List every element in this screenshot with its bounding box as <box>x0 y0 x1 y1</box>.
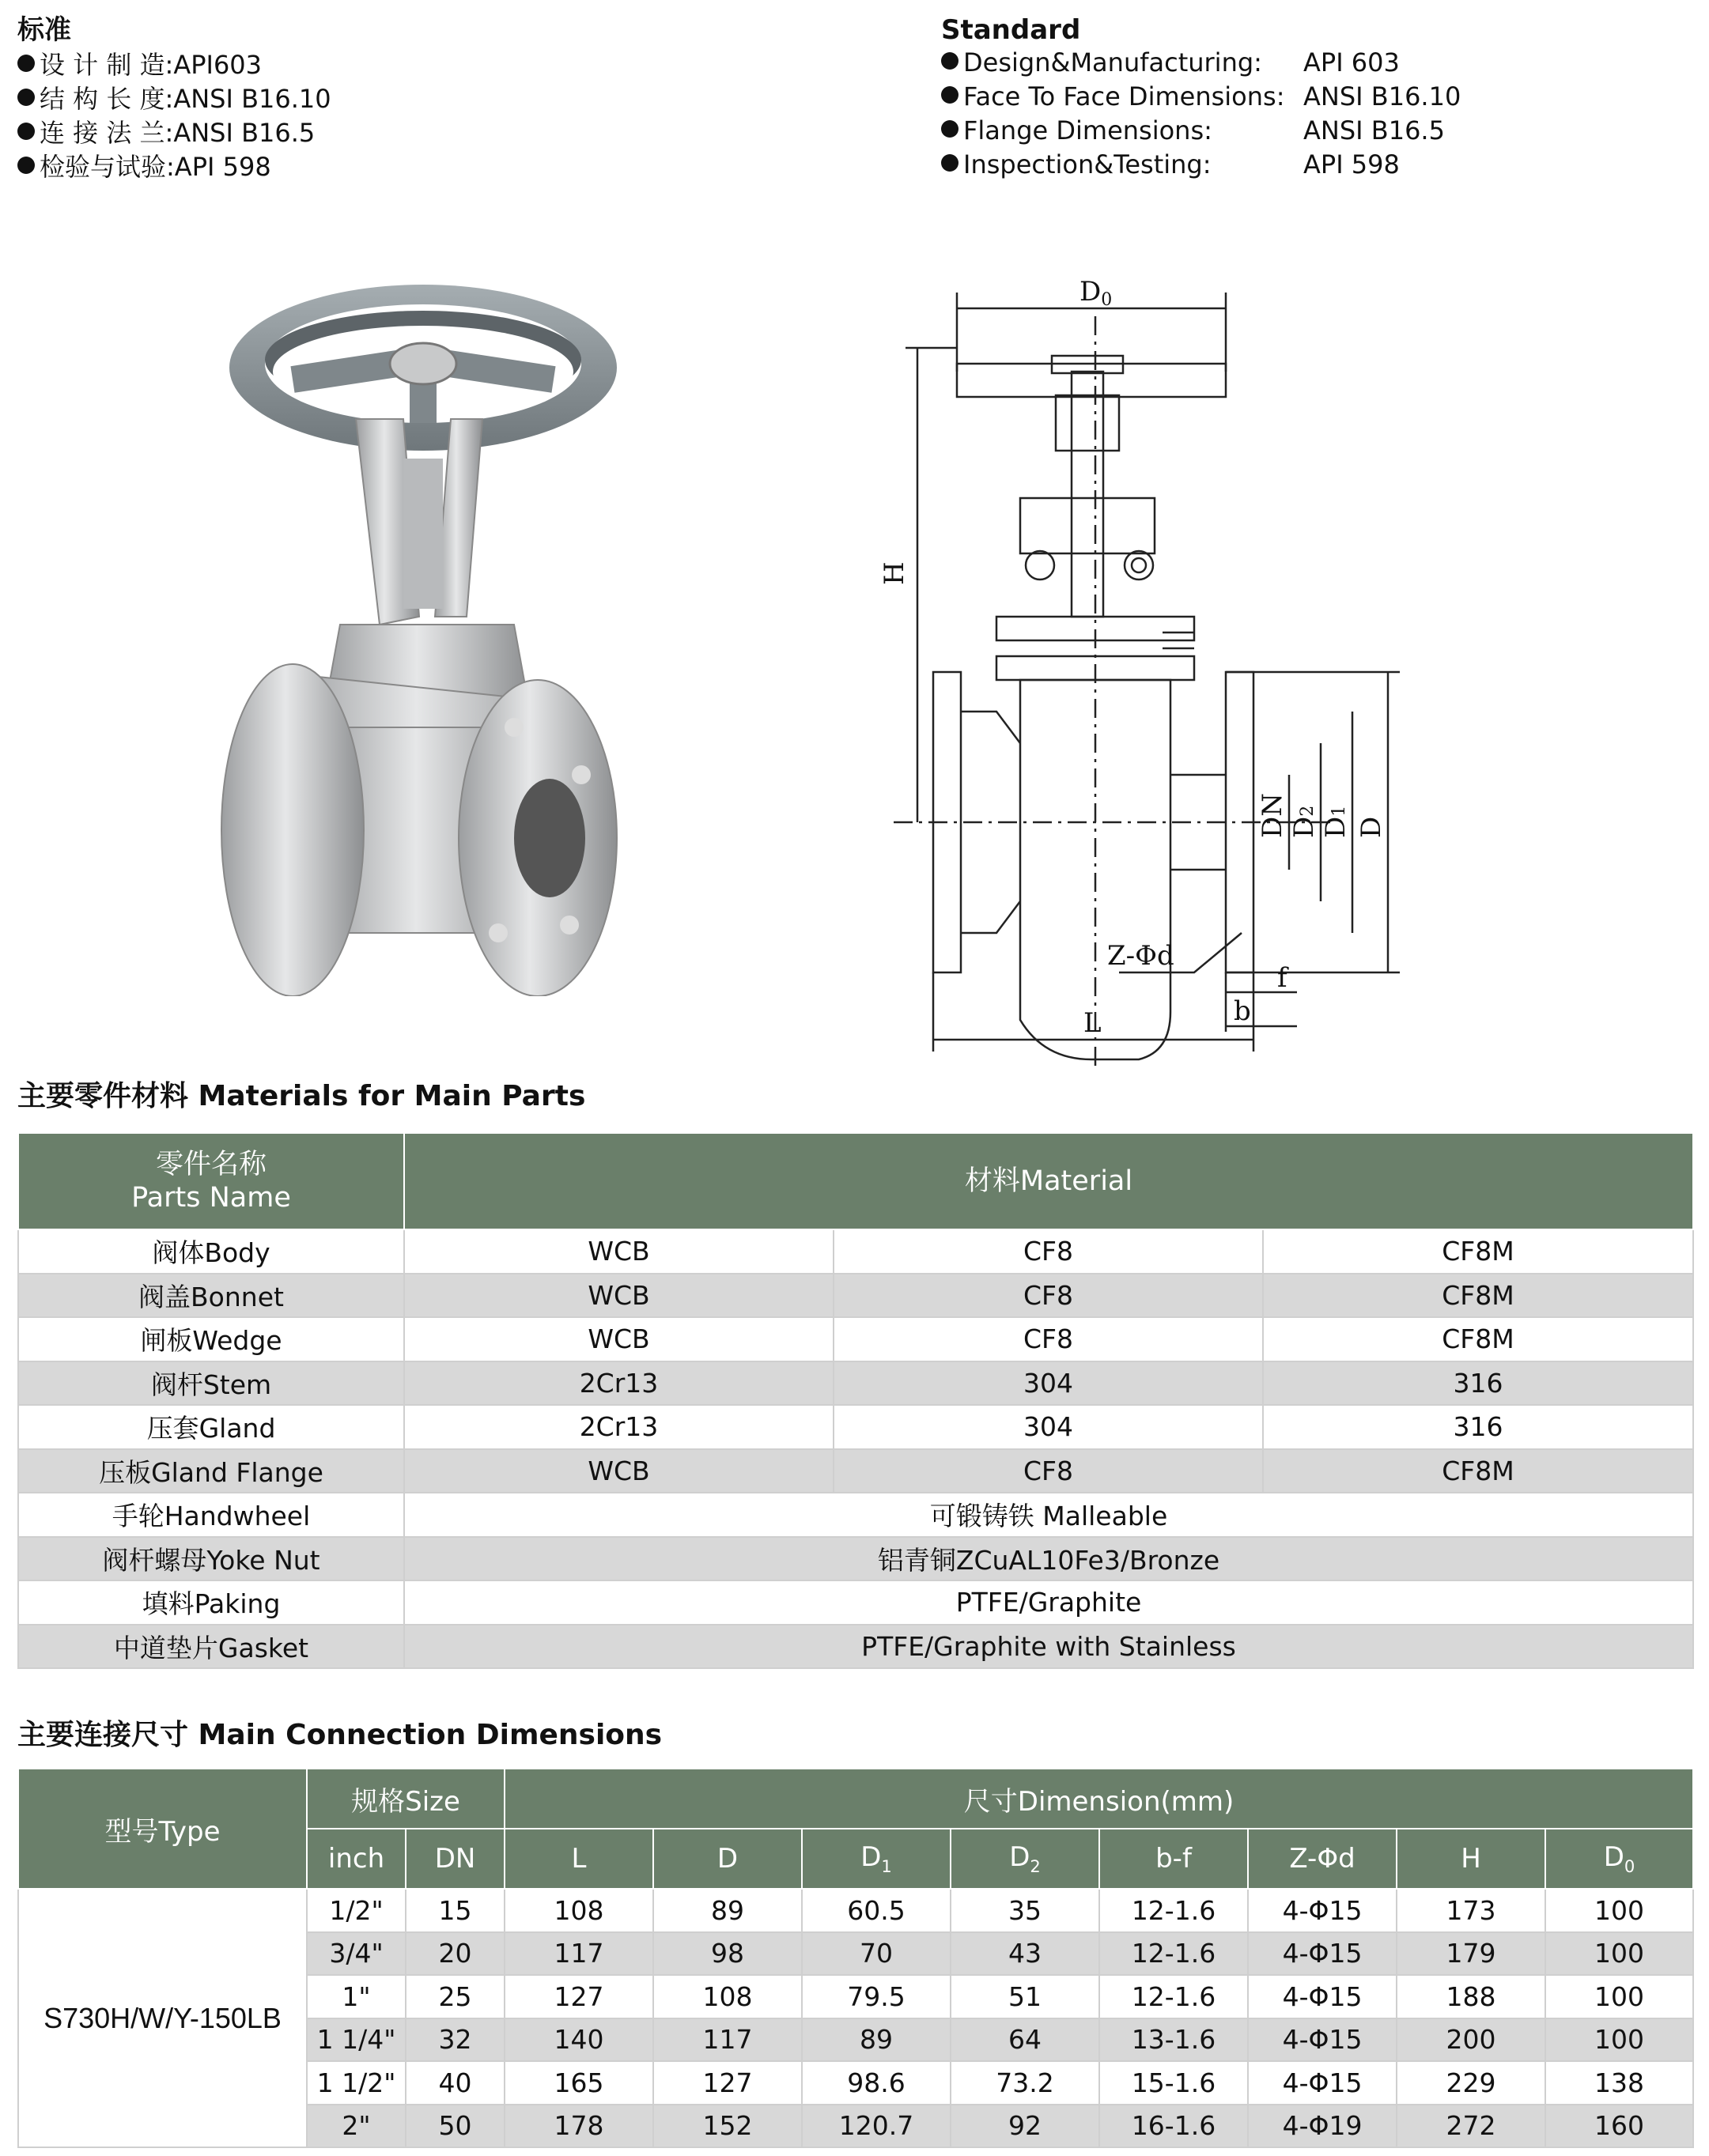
text-label: 连 接 法 兰: <box>40 118 174 148</box>
label-l: L <box>1083 1007 1102 1039</box>
table-row <box>18 1625 1693 1669</box>
table-cell: CF8M <box>1263 1274 1693 1318</box>
table-cell: 98.6 <box>802 2061 951 2105</box>
table-cell: PTFE/Graphite <box>404 1580 1693 1625</box>
table-cell: 阀盖Bonnet <box>18 1274 404 1318</box>
dimensions-title: 主要连接尺寸 Main Connection Dimensions <box>17 1719 663 1751</box>
table-cell: 98 <box>653 1932 802 1976</box>
table-cell: 100 <box>1545 1889 1693 1932</box>
table-cell: 2Cr13 <box>404 1361 834 1406</box>
text-label: 2 <box>1298 805 1318 817</box>
table-cell: 4-Φ15 <box>1248 1889 1397 1932</box>
table-cell: 304 <box>834 1405 1263 1449</box>
table-cell: 229 <box>1397 2061 1545 2105</box>
table-cell: 117 <box>505 1932 653 1976</box>
table-cell: 120.7 <box>802 2105 951 2148</box>
table-cell: 108 <box>505 1889 653 1932</box>
table-cell: 12-1.6 <box>1099 1889 1248 1932</box>
label-d: D <box>1355 816 1387 838</box>
header-type: 型号Type <box>18 1769 307 1889</box>
table-cell: 89 <box>653 1889 802 1932</box>
table-cell: 64 <box>951 2018 1099 2062</box>
table-cell: WCB <box>404 1317 834 1361</box>
standard-cn-item <box>17 48 331 82</box>
text-label: D <box>1288 816 1320 838</box>
label-d1 <box>1320 806 1352 838</box>
table-row <box>18 1537 1693 1581</box>
standard-cn-item <box>17 150 331 184</box>
text-label: 0 <box>1624 1856 1635 1876</box>
bullet-icon <box>17 89 35 106</box>
table-cell: 51 <box>951 1975 1099 2018</box>
table-cell: 12-1.6 <box>1099 1975 1248 2018</box>
materials-header-row <box>18 1133 1693 1229</box>
table-cell: 152 <box>653 2105 802 2148</box>
materials-table <box>17 1132 1694 1669</box>
table-cell: WCB <box>404 1229 834 1274</box>
text-label: Face To Face Dimensions: <box>963 81 1285 111</box>
table-cell: 73.2 <box>951 2061 1099 2105</box>
table-cell: 304 <box>834 1361 1263 1406</box>
text-label: 零件名称 <box>155 1149 267 1180</box>
table-cell: 43 <box>951 1932 1099 1976</box>
table-cell: 140 <box>505 2018 653 2062</box>
standard-en-item <box>941 114 1461 148</box>
text-label: 2 <box>1030 1856 1041 1876</box>
table-cell: 316 <box>1263 1361 1693 1406</box>
table-cell: 1/2" <box>307 1889 406 1932</box>
table-cell: 4-Φ15 <box>1248 2061 1397 2105</box>
table-cell: 100 <box>1545 1932 1693 1976</box>
header-inch: inch <box>307 1829 406 1889</box>
table-cell: 100 <box>1545 1975 1693 2018</box>
header-h: H <box>1397 1829 1545 1889</box>
table-cell: 316 <box>1263 1405 1693 1449</box>
header-zphid: Z-Φd <box>1248 1829 1397 1889</box>
table-cell: 127 <box>505 1975 653 2018</box>
table-cell: 79.5 <box>802 1975 951 2018</box>
standards-en <box>941 14 1461 182</box>
header-d0 <box>1545 1829 1693 1889</box>
standard-en-item <box>941 148 1461 182</box>
table-cell: 60.5 <box>802 1889 951 1932</box>
header-dn: DN <box>406 1829 505 1889</box>
table-cell: CF8 <box>834 1449 1263 1493</box>
text-label: 设 计 制 造: <box>40 50 174 80</box>
table-cell: 填料Paking <box>18 1580 404 1625</box>
bullet-icon <box>941 86 958 104</box>
label-d2 <box>1288 806 1320 838</box>
table-cell: 阀体Body <box>18 1229 404 1274</box>
text-label: 检验与试验: <box>40 152 175 182</box>
text-label: D <box>1009 1841 1030 1874</box>
table-cell: WCB <box>404 1449 834 1493</box>
table-cell: 4-Φ19 <box>1248 2105 1397 2148</box>
table-cell: 179 <box>1397 1932 1545 1976</box>
table-cell: CF8M <box>1263 1229 1693 1274</box>
table-cell: 92 <box>951 2105 1099 2148</box>
bullet-icon <box>941 52 958 70</box>
header-size: 规格Size <box>307 1769 505 1829</box>
text-label: Design&Manufacturing: <box>963 47 1262 77</box>
table-cell: 20 <box>406 1932 505 1976</box>
table-cell: 40 <box>406 2061 505 2105</box>
table-cell: 1 1/2" <box>307 2061 406 2105</box>
materials-title: 主要零件材料 Materials for Main Parts <box>17 1080 586 1112</box>
table-cell: 1" <box>307 1975 406 2018</box>
table-cell: 200 <box>1397 2018 1545 2062</box>
text-label: 0 <box>1101 290 1113 310</box>
header-d2 <box>951 1829 1099 1889</box>
table-cell: 铝青铜ZCuAL10Fe3/Bronze <box>404 1537 1693 1581</box>
standard-en-item <box>941 80 1461 114</box>
table-cell: CF8M <box>1263 1449 1693 1493</box>
table-cell: 165 <box>505 2061 653 2105</box>
table-cell: 2Cr13 <box>404 1405 834 1449</box>
table-cell: PTFE/Graphite with Stainless <box>404 1625 1693 1669</box>
table-cell: 32 <box>406 2018 505 2062</box>
standard-cn-item <box>17 116 331 150</box>
gate-valve-photo <box>198 285 625 996</box>
label-h: H <box>879 561 910 585</box>
label-f: f <box>1277 962 1287 994</box>
table-cell: CF8 <box>834 1274 1263 1318</box>
text-label: API 598 <box>174 152 271 182</box>
text-label: API 598 <box>1303 149 1400 179</box>
header-bf: b-f <box>1099 1829 1248 1889</box>
header-parts-name <box>18 1133 404 1229</box>
valve-technical-drawing <box>862 269 1431 1067</box>
dimensions-header-row <box>18 1769 1693 1829</box>
table-cell: 手轮Handwheel <box>18 1493 404 1537</box>
table-row <box>18 1229 1693 1274</box>
text-label: API603 <box>173 50 263 80</box>
table-cell: 108 <box>653 1975 802 2018</box>
table-cell: 1 1/4" <box>307 2018 406 2062</box>
table-cell: 12-1.6 <box>1099 1932 1248 1976</box>
table-cell: 16-1.6 <box>1099 2105 1248 2148</box>
table-cell: 188 <box>1397 1975 1545 2018</box>
header-d1 <box>802 1829 951 1889</box>
table-cell: 178 <box>505 2105 653 2148</box>
table-row <box>18 1449 1693 1493</box>
table-cell: 3/4" <box>307 1932 406 1976</box>
bullet-icon <box>17 55 35 72</box>
table-row <box>18 1889 1693 1932</box>
table-cell: 压板Gland Flange <box>18 1449 404 1493</box>
table-cell: 160 <box>1545 2105 1693 2148</box>
table-cell: 中道垫片Gasket <box>18 1625 404 1669</box>
table-cell: 173 <box>1397 1889 1545 1932</box>
table-cell: 4-Φ15 <box>1248 1975 1397 2018</box>
table-cell: 138 <box>1545 2061 1693 2105</box>
table-row <box>18 1493 1693 1537</box>
text-label: D <box>860 1841 882 1874</box>
table-cell: 35 <box>951 1889 1099 1932</box>
standards-en-title: Standard <box>941 14 1081 46</box>
table-cell: 闸板Wedge <box>18 1317 404 1361</box>
label-dn: DN <box>1257 792 1288 838</box>
table-cell: 117 <box>653 2018 802 2062</box>
text-label: Inspection&Testing: <box>963 149 1212 179</box>
table-row <box>18 1361 1693 1406</box>
table-cell: 可锻铸铁 Malleable <box>404 1493 1693 1537</box>
text-label: D <box>1320 816 1352 838</box>
header-material: 材料Material <box>404 1133 1693 1229</box>
table-cell: 89 <box>802 2018 951 2062</box>
table-cell: CF8 <box>834 1317 1263 1361</box>
header-d: D <box>653 1829 802 1889</box>
text-label: 结 构 长 度: <box>40 84 174 114</box>
text-label: D <box>1079 276 1102 308</box>
table-row <box>18 1274 1693 1318</box>
table-cell: 2" <box>307 2105 406 2148</box>
table-cell: 15 <box>406 1889 505 1932</box>
table-cell: 4-Φ15 <box>1248 2018 1397 2062</box>
type-cell: S730H/W/Y-150LB <box>18 1889 307 2147</box>
table-cell: 25 <box>406 1975 505 2018</box>
table-cell: 阀杆Stem <box>18 1361 404 1406</box>
text-label: ANSI B16.5 <box>1303 115 1445 145</box>
dimensions-table <box>17 1768 1694 2148</box>
table-cell: 100 <box>1545 2018 1693 2062</box>
label-b: b <box>1234 995 1251 1027</box>
bullet-icon <box>941 154 958 172</box>
standard-cn-item <box>17 82 331 116</box>
text-label: ANSI B16.5 <box>173 118 316 148</box>
table-cell: 4-Φ15 <box>1248 1932 1397 1976</box>
table-cell: WCB <box>404 1274 834 1318</box>
header-dimension: 尺寸Dimension(mm) <box>505 1769 1693 1829</box>
text-label: API 603 <box>1303 47 1400 77</box>
bullet-icon <box>17 123 35 140</box>
table-cell: 50 <box>406 2105 505 2148</box>
text-label: D <box>1603 1841 1624 1874</box>
standards-cn <box>17 14 331 184</box>
text-label: Parts Name <box>131 1182 291 1214</box>
bullet-icon <box>17 157 35 174</box>
text-label: Flange Dimensions: <box>963 115 1212 145</box>
table-cell: 70 <box>802 1932 951 1976</box>
bullet-icon <box>941 120 958 138</box>
table-cell: 13-1.6 <box>1099 2018 1248 2062</box>
header-l: L <box>505 1829 653 1889</box>
table-row <box>18 1580 1693 1625</box>
standard-en-item <box>941 46 1461 80</box>
table-cell: 压套Gland <box>18 1405 404 1449</box>
table-row <box>18 1405 1693 1449</box>
label-z-phid: Z-Φd <box>1107 940 1174 972</box>
table-cell: 阀杆螺母Yoke Nut <box>18 1537 404 1581</box>
table-cell: 15-1.6 <box>1099 2061 1248 2105</box>
table-cell: CF8 <box>834 1229 1263 1274</box>
text-label: 1 <box>1329 805 1349 817</box>
text-label: ANSI B16.10 <box>1303 81 1461 111</box>
table-cell: 272 <box>1397 2105 1545 2148</box>
text-label: ANSI B16.10 <box>173 84 331 114</box>
table-cell: 127 <box>653 2061 802 2105</box>
label-d0 <box>1079 276 1112 310</box>
text-label: 1 <box>881 1856 892 1876</box>
table-cell: CF8M <box>1263 1317 1693 1361</box>
table-row <box>18 1317 1693 1361</box>
standards-cn-title: 标准 <box>17 14 71 46</box>
